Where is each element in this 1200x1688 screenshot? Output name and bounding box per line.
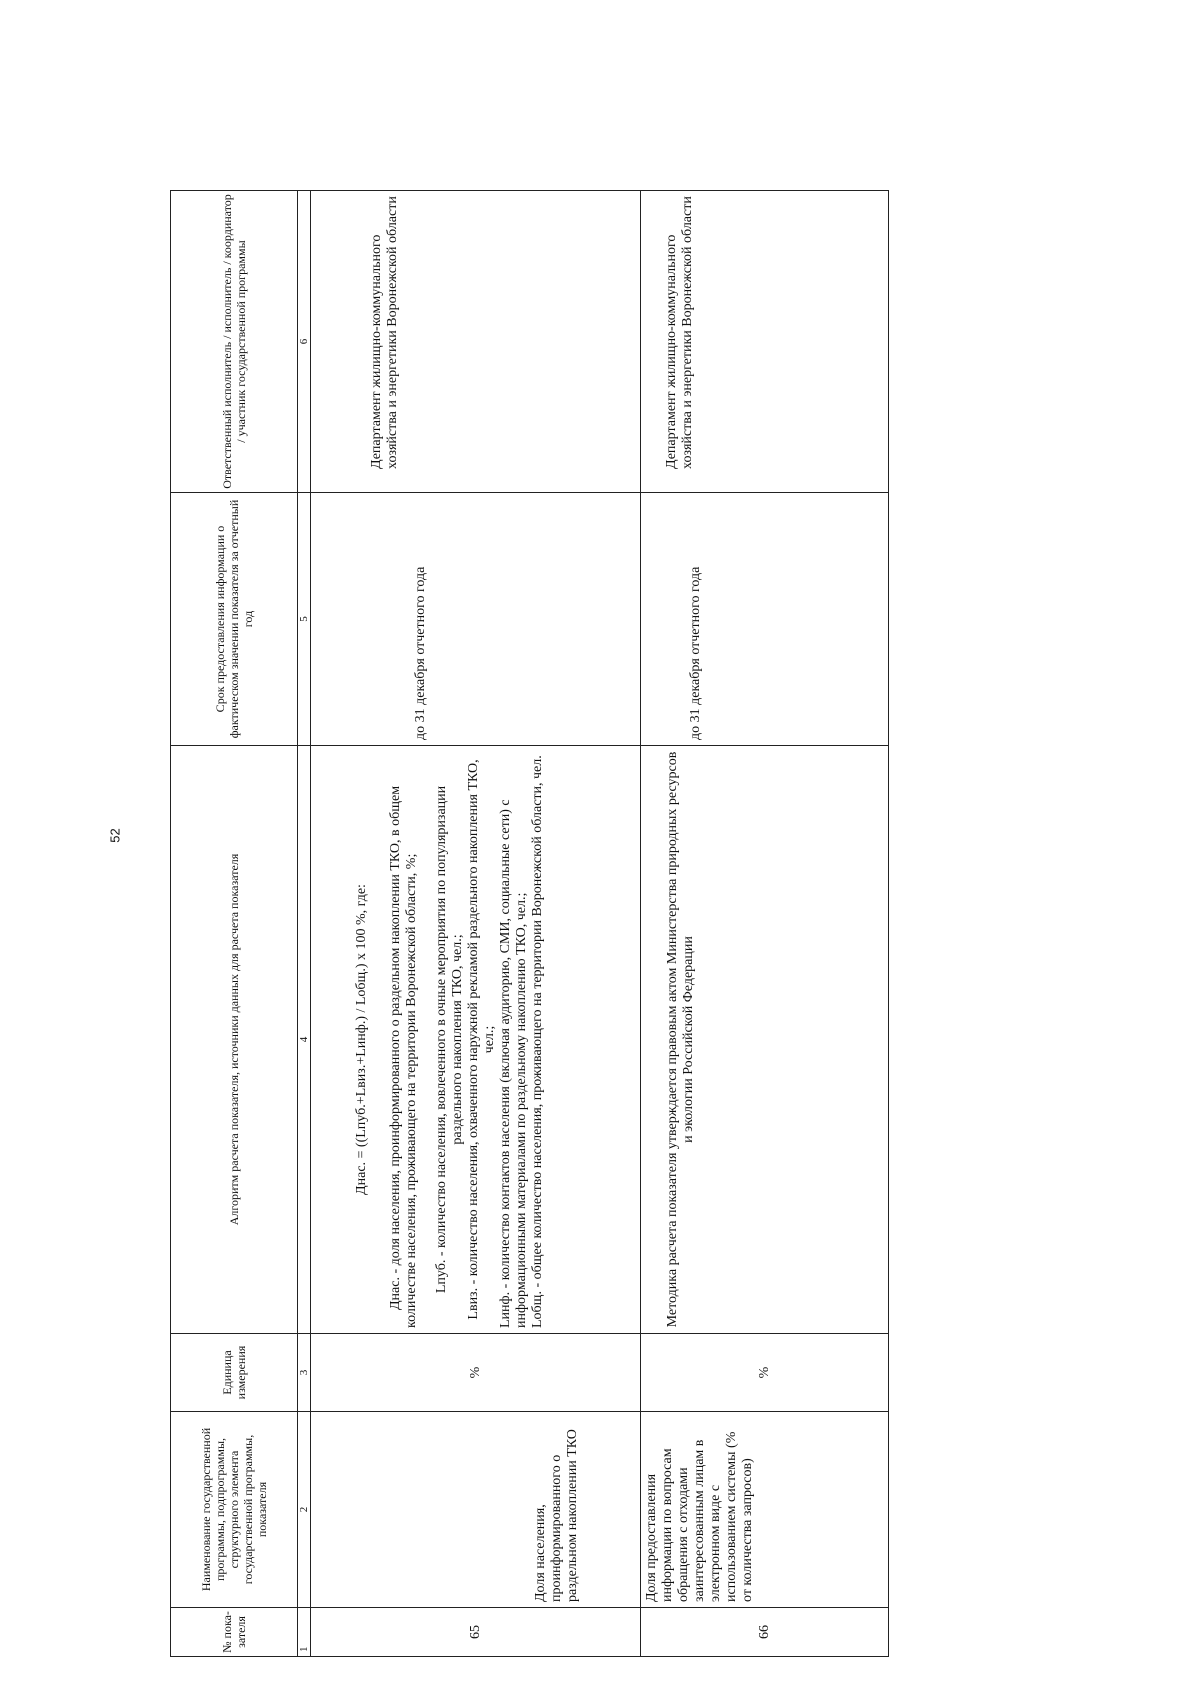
method-text: Методика расчета показателя утверждается правовым актом Министерства природных ресурсов и экологии Российской Федерации xyxy=(665,751,696,1328)
executor xyxy=(641,191,889,493)
unit: % xyxy=(311,1334,641,1412)
column-number: 6 xyxy=(298,191,311,493)
column-number: 1 xyxy=(298,1608,311,1657)
header-executor: Ответственный исполнитель / исполнитель / координатор / участник государственной программы xyxy=(171,191,298,493)
column-number: 2 xyxy=(298,1412,311,1608)
indicator-name: Доля предоставления информации по вопросам обращения с отходами заинтересованным лицам в электронном виде с использованием системы (% от количества запросов) xyxy=(641,1412,889,1608)
header-deadline: Срок предоставления информации о фактическом значении показателя за отчетный год xyxy=(171,493,298,746)
variable-definition: Lобщ. - общее количество населения, проживающего на территории Воронежской области, чел. xyxy=(530,755,545,1328)
formula: Днас. = ((Lпуб.+Lвиз.+Lинф.) / Lобщ.) x 100 %, где: xyxy=(354,884,369,1195)
indicator-table xyxy=(170,190,889,1657)
header-row xyxy=(171,191,298,1657)
variable-definition: Lвиз. - количество населения, охваченного наружной рекламой раздельного накопления ТКО, чел.; xyxy=(466,759,497,1320)
variable-definition: Lпуб. - количество населения, вовлеченного в очные мероприятия по популяризации раздельного накопления ТКО, чел.; xyxy=(434,785,465,1294)
column-number: 4 xyxy=(298,746,311,1334)
indicator-number: 65 xyxy=(311,1608,641,1657)
indicator-name xyxy=(311,1412,641,1608)
indicator-number: 66 xyxy=(641,1608,889,1657)
deadline-text: до 31 декабря отчетного года xyxy=(413,566,428,740)
header-indicator-number: № пока-зателя xyxy=(171,1608,298,1657)
rotated-table-wrapper xyxy=(170,191,888,1657)
executor-text: Департамент жилищно-коммунального хозяйства и энергетики Воронежской области xyxy=(369,196,400,469)
indicator-name-text: Доля населения, проинформированного о раздельном накоплении ТКО xyxy=(533,1429,580,1602)
unit: % xyxy=(641,1334,889,1412)
page-number: 52 xyxy=(107,828,123,843)
table-row xyxy=(311,191,641,1657)
deadline-text: до 31 декабря отчетного года xyxy=(688,566,703,740)
header-algorithm: Алгоритм расчета показателя, источники данных для расчета показателя xyxy=(171,746,298,1334)
header-indicator-name: Наименование государственной программы, подпрограммы, структурного элемента государственной программы, показателя xyxy=(171,1412,298,1608)
algorithm xyxy=(311,746,641,1334)
deadline xyxy=(641,493,889,746)
column-number: 5 xyxy=(298,493,311,746)
table-row xyxy=(641,191,889,1657)
header-unit: Единица измерения xyxy=(171,1334,298,1412)
definition: Днас. - доля населения, проинформированного о раздельном накоплении ТКО, в общем количестве населения, проживающего на территории Воронежской области, %; xyxy=(388,785,419,1328)
column-number: 3 xyxy=(298,1334,311,1412)
algorithm-method xyxy=(641,746,889,1334)
deadline xyxy=(311,493,641,746)
column-number-row xyxy=(298,191,311,1657)
variable-definition: Lинф. - количество контактов населения (включая аудиторию, СМИ, социальные сети) с информационными материалами по раздельному накоплению ТКО, чел.; xyxy=(498,799,529,1328)
executor-text: Департамент жилищно-коммунального хозяйства и энергетики Воронежской области xyxy=(664,196,695,469)
executor xyxy=(311,191,641,493)
